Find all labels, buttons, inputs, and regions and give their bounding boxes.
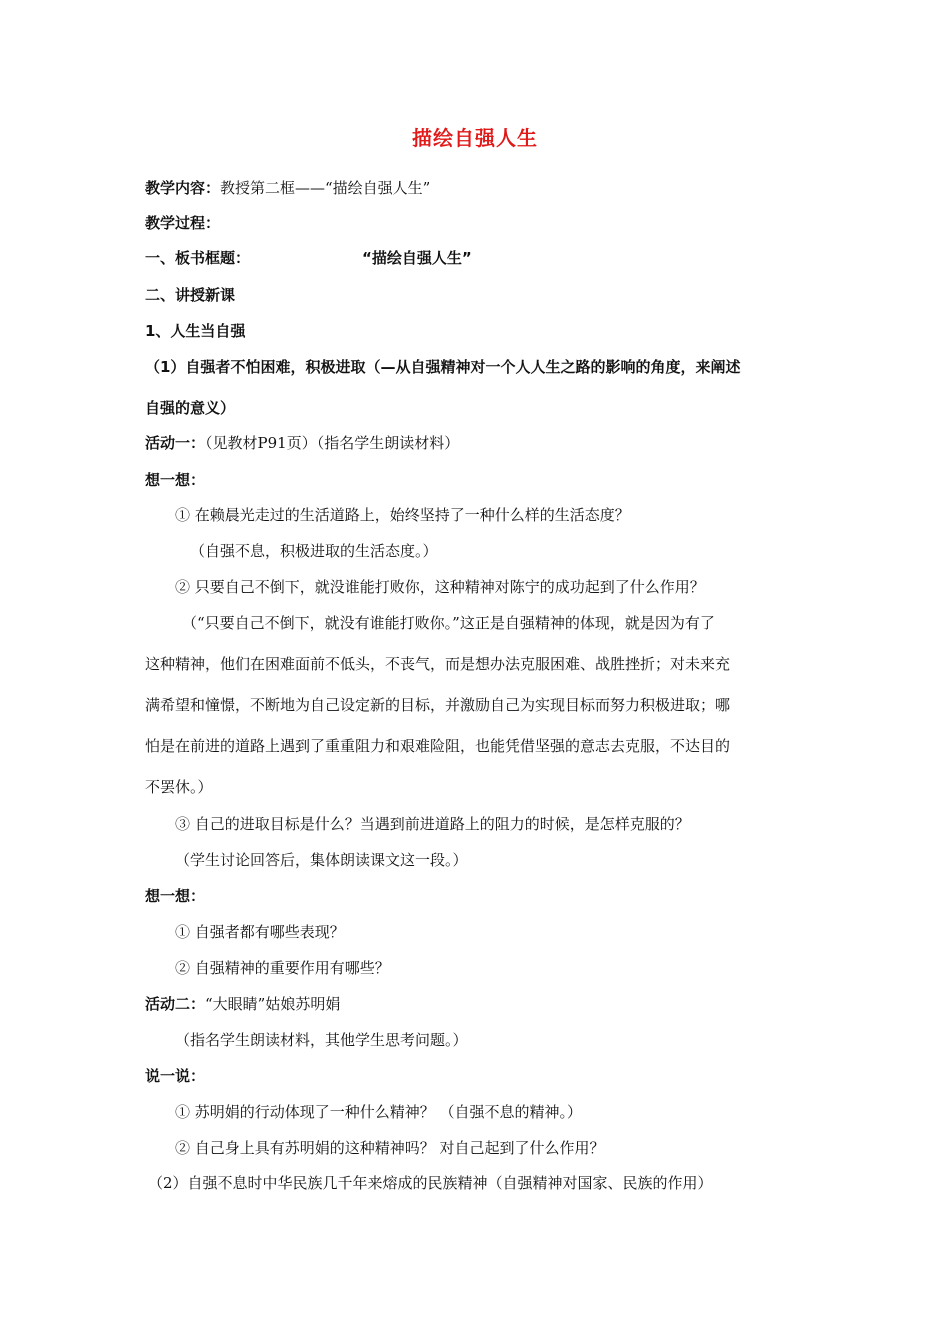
activity-1-label: 活动一： <box>145 434 206 452</box>
subsection-1-heading: 1、人生当自强 <box>145 322 246 340</box>
content-line <box>145 177 430 199</box>
say-question-2: ② 自己身上具有苏明娟的这种精神吗？ 对自己起到了什么作用？ <box>175 1139 605 1157</box>
point-2-line: （2）自强不息时中华民族几千年来熔成的民族精神（自强精神对国家、民族的作用） <box>148 1174 713 1192</box>
activity-2-label: 活动二： <box>145 995 206 1013</box>
content-value: 教授第二框——“描绘自强人生” <box>220 179 431 197</box>
activity-2-note: （指名学生朗读材料，其他学生思考问题。） <box>175 1031 468 1049</box>
section-1-value: “描绘自强人生” <box>362 249 472 267</box>
activity-2-value: “大眼睛”姑娘苏明娟 <box>205 995 341 1013</box>
answer-2-line-4: 怕是在前进的道路上遇到了重重阻力和艰难险阻，也能凭借坚强的意志去克服，不达目的 <box>145 737 731 755</box>
activity-1-line <box>145 432 459 454</box>
answer-3: （学生讨论回答后，集体朗读课文这一段。） <box>175 851 468 869</box>
question-1: ① 在赖晨光走过的生活道路上，始终坚持了一种什么样的生活态度？ <box>175 506 630 524</box>
question-3: ③ 自己的进取目标是什么？当遇到前进道路上的阻力的时候，是怎样克服的？ <box>175 815 690 833</box>
point-1-line-b: 自强的意义） <box>145 399 236 417</box>
section-1-label: 一、板书框题： <box>145 249 251 267</box>
say-question-1: ① 苏明娟的行动体现了一种什么精神？ （自强不息的精神。） <box>175 1103 583 1121</box>
activity-1-value: （见教材P91页）（指名学生朗读材料） <box>205 434 460 452</box>
section-1-line <box>145 247 472 269</box>
think-2-question-2: ② 自强精神的重要作用有哪些？ <box>175 959 390 977</box>
page-title: 描绘自强人生 <box>412 126 538 150</box>
answer-2-line-2: 这种精神，他们在困难面前不低头，不丧气，而是想办法克服困难、战胜挫折；对未来充 <box>145 655 731 673</box>
section-2-heading: 二、讲授新课 <box>145 286 236 304</box>
answer-1: （自强不息，积极进取的生活态度。） <box>190 542 438 560</box>
answer-2-line-1: （“只要自己不倒下，就没有谁能打败你。”这正是自强精神的体现，就是因为有了 <box>182 614 715 632</box>
process-label: 教学过程： <box>145 214 221 232</box>
think-2-label: 想一想： <box>145 887 206 905</box>
activity-2-line <box>145 993 340 1015</box>
question-2: ② 只要自己不倒下，就没谁能打败你，这种精神对陈宁的成功起到了什么作用？ <box>175 578 705 596</box>
think-1-label: 想一想： <box>145 471 206 489</box>
point-1-line-a: （1）自强者不怕困难，积极进取（—从自强精神对一个人人生之路的影响的角度，来阐述 <box>145 358 741 376</box>
answer-2-line-5: 不罢休。） <box>145 778 213 796</box>
say-label: 说一说： <box>145 1067 206 1085</box>
answer-2-line-3: 满希望和憧憬，不断地为自己设定新的目标，并激励自己为实现目标而努力积极进取；哪 <box>145 696 731 714</box>
think-2-question-1: ① 自强者都有哪些表现？ <box>175 923 345 941</box>
content-label: 教学内容： <box>145 179 221 197</box>
